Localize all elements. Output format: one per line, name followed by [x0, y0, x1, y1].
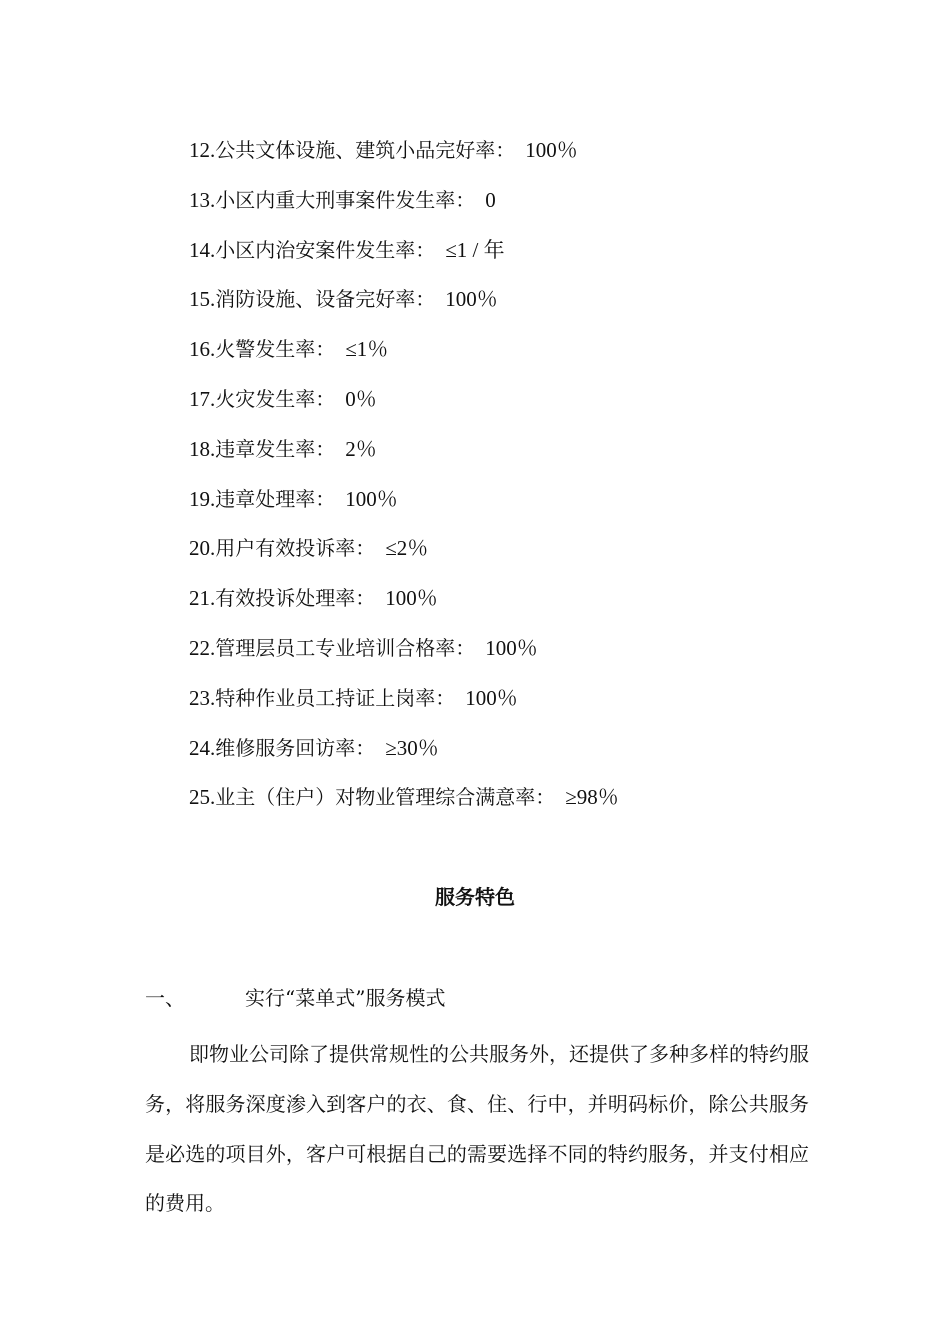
kpi-item-18 [189, 431, 889, 481]
kpi-label: 小区内重大刑事案件发生率： [215, 187, 476, 212]
kpi-item-20 [189, 530, 889, 580]
kpi-label: 特种作业员工持证上岗率： [215, 685, 456, 710]
kpi-label: 违章发生率： [215, 436, 336, 461]
kpi-value: 0 [485, 187, 496, 212]
kpi-item-14 [189, 232, 889, 282]
kpi-number: 25. [189, 785, 216, 810]
kpi-number: 22. [189, 635, 216, 660]
kpi-number: 18. [189, 436, 216, 461]
kpi-number: 21. [189, 586, 216, 611]
kpi-number: 17. [189, 386, 216, 411]
kpi-label: 消防设施、设备完好率： [215, 287, 436, 312]
kpi-value: ≥30％ [385, 735, 439, 760]
kpi-item-21 [189, 580, 889, 630]
kpi-value: 100％ [465, 685, 518, 710]
kpi-value: ≤1 / 年 [445, 237, 505, 262]
kpi-item-24 [189, 730, 889, 780]
subsection-heading [145, 982, 445, 1014]
kpi-item-16 [189, 331, 889, 381]
kpi-label: 有效投诉处理率： [215, 586, 376, 611]
kpi-label: 公共文体设施、建筑小品完好率： [215, 138, 516, 162]
kpi-number: 23. [189, 685, 216, 710]
kpi-value: ≥98％ [565, 785, 619, 810]
kpi-number: 12. [189, 138, 216, 162]
body-paragraph: 即物业公司除了提供常规性的公共服务外，还提供了多种多样的特约服务，将服务深度渗入到客户的衣、食、住、行中，并明码标价，除公共服务是必选的项目外，客户可根据自己的需要选择不同的特约服务，并支付相应的费用。 [145, 1042, 809, 1216]
kpi-item-17 [189, 381, 889, 431]
kpi-value: 100％ [345, 486, 398, 511]
kpi-value: 100％ [525, 138, 578, 162]
section-title: 服务特色 [435, 885, 515, 909]
subsection-marker: 一、 [145, 986, 185, 1010]
subsection-title: 实行“菜单式”服务模式 [245, 986, 446, 1010]
kpi-number: 15. [189, 287, 216, 312]
kpi-label: 管理层员工专业培训合格率： [215, 635, 476, 660]
kpi-value: 2％ [345, 436, 377, 461]
kpi-label: 火灾发生率： [215, 386, 336, 411]
kpi-number: 13. [189, 187, 216, 212]
kpi-item-15 [189, 281, 889, 331]
kpi-number: 20. [189, 536, 216, 561]
kpi-label: 维修服务回访率： [215, 735, 376, 760]
kpi-number: 16. [189, 337, 216, 362]
kpi-label: 违章处理率： [215, 486, 336, 511]
kpi-item-25 [189, 779, 889, 829]
kpi-number: 19. [189, 486, 216, 511]
kpi-value: 100％ [485, 635, 538, 660]
kpi-item-12 [189, 132, 889, 182]
kpi-label: 小区内治安案件发生率： [215, 237, 436, 262]
kpi-value: 0％ [345, 386, 377, 411]
kpi-item-13 [189, 182, 889, 232]
kpi-number: 14. [189, 237, 216, 262]
kpi-item-22 [189, 630, 889, 680]
kpi-value: ≤2％ [385, 536, 429, 561]
kpi-list [189, 132, 889, 829]
kpi-number: 24. [189, 735, 216, 760]
kpi-value: 100％ [445, 287, 498, 312]
kpi-item-19 [189, 481, 889, 531]
kpi-label: 用户有效投诉率： [215, 536, 376, 561]
kpi-label: 火警发生率： [215, 337, 336, 362]
kpi-label: 业主（住户）对物业管理综合满意率： [215, 785, 556, 810]
kpi-value: ≤1％ [345, 337, 389, 362]
kpi-value: 100％ [385, 586, 438, 611]
kpi-item-23 [189, 680, 889, 730]
